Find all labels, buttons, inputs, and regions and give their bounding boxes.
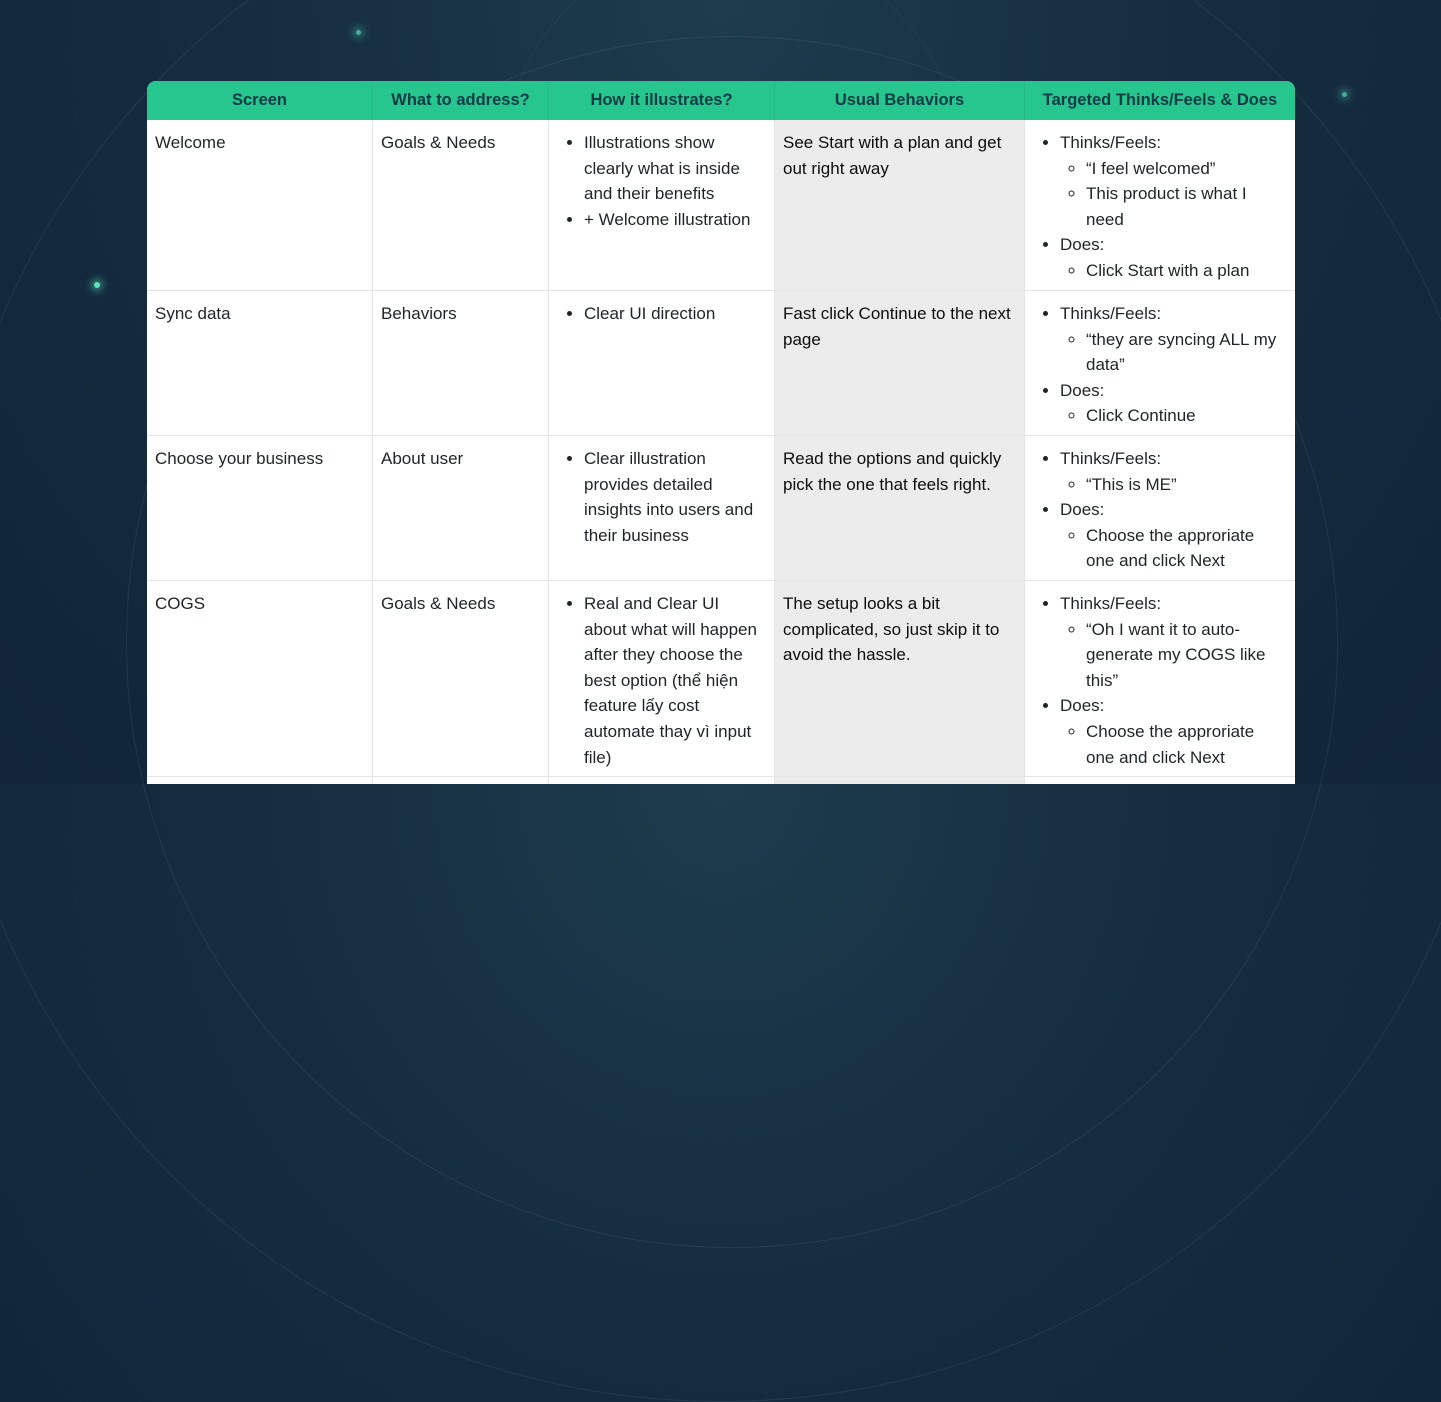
illustrates-cell [549,581,775,776]
screen-cell: Sync data [147,291,373,435]
address-cell: About user [373,436,549,580]
thinks-does-cell [1025,581,1295,776]
list-item: • Clear illustration provides detailed insights into users and their business [584,446,766,548]
behavior-cell: Fast click Continue to the next page [775,291,1025,435]
list-item [1060,591,1287,693]
thinks-label: Thinks/Feels: [1060,449,1162,468]
thinks-label: Thinks/Feels: [1060,304,1162,323]
list-item: ◦ Choose the approriate one and click Next [1086,523,1287,574]
list-item [1060,232,1287,283]
glow-dot [356,30,361,35]
illustrates-cell [549,777,775,784]
header-targeted-thinks-feels-does: Targeted Thinks/Feels & Does [1042,91,1278,109]
illustrates-cell [549,291,775,435]
thinks-label: Thinks/Feels: [1060,594,1162,613]
header-screen: Screen [147,81,373,120]
list-item: ◦ “This is ME” [1086,472,1287,498]
illustrates-cell [549,120,775,290]
table-row [147,581,1295,777]
list-item [1060,497,1287,574]
screen-cell: COGS [147,581,373,776]
thinks-does-cell [1025,291,1295,435]
behavior-cell: Read the options and quickly pick the one that feels right. [775,436,1025,580]
list-item: • + Welcome illustration [584,207,766,233]
table-row [147,291,1295,436]
list-item: ◦ “I feel welcomed” [1086,156,1287,182]
illustrates-cell [549,436,775,580]
header-how-it-illustrates: How it illustrates? [549,81,775,120]
address-cell [373,777,549,784]
list-item: • Illustrations show clearly what is inside and their benefits [584,130,766,207]
address-cell: Goals & Needs [373,120,549,290]
glow-dot [94,282,100,288]
table-row [147,120,1295,291]
does-label: Does: [1060,380,1105,400]
list-item: ◦ Choose the approriate one and click Next [1086,719,1287,770]
list-item [1060,301,1287,378]
header-what-to-address: What to address? [373,81,549,120]
list-item [1060,378,1287,429]
glow-dot [1342,92,1347,97]
does-label: Does: [1060,235,1105,255]
table-row [147,436,1295,581]
address-cell: Behaviors [373,291,549,435]
list-item: ◦ “Oh I want it to auto-generate my COGS like this” [1086,617,1287,694]
screen-cell: Choose your business [147,436,373,580]
table-header [147,81,1295,120]
thinks-does-cell [1025,120,1295,290]
header-usual-behaviors: Usual Behaviors [775,81,1025,120]
screen-cell [147,777,373,784]
list-item: ◦ Click Start with a plan [1086,258,1287,284]
behavior-table [147,81,1295,784]
behavior-cell: The setup looks a bit complicated, so just skip it to avoid the hassle. [775,581,1025,776]
list-item [1060,130,1287,232]
list-item: • Real and Clear UI about what will happen after they choose the best option (thể hiện feature lấy cost automate thay vì input file) [584,591,766,770]
address-cell: Goals & Needs [373,581,549,776]
list-item: ◦ “they are syncing ALL my data” [1086,327,1287,378]
screen-cell: Welcome [147,120,373,290]
does-label: Does: [1060,500,1105,520]
list-item [1060,693,1287,770]
list-item: ◦ Click Continue [1086,403,1287,429]
list-item [1060,446,1287,497]
behavior-cell [775,777,1025,784]
thinks-label: Thinks/Feels: [1060,133,1162,152]
list-item: • Clear UI direction [584,301,766,327]
thinks-does-cell [1025,777,1295,784]
thinks-does-cell [1025,436,1295,580]
table-row [147,777,1295,784]
behavior-cell: See Start with a plan and get out right away [775,120,1025,290]
does-label: Does: [1060,696,1105,716]
list-item: ◦ This product is what I need [1086,181,1287,232]
